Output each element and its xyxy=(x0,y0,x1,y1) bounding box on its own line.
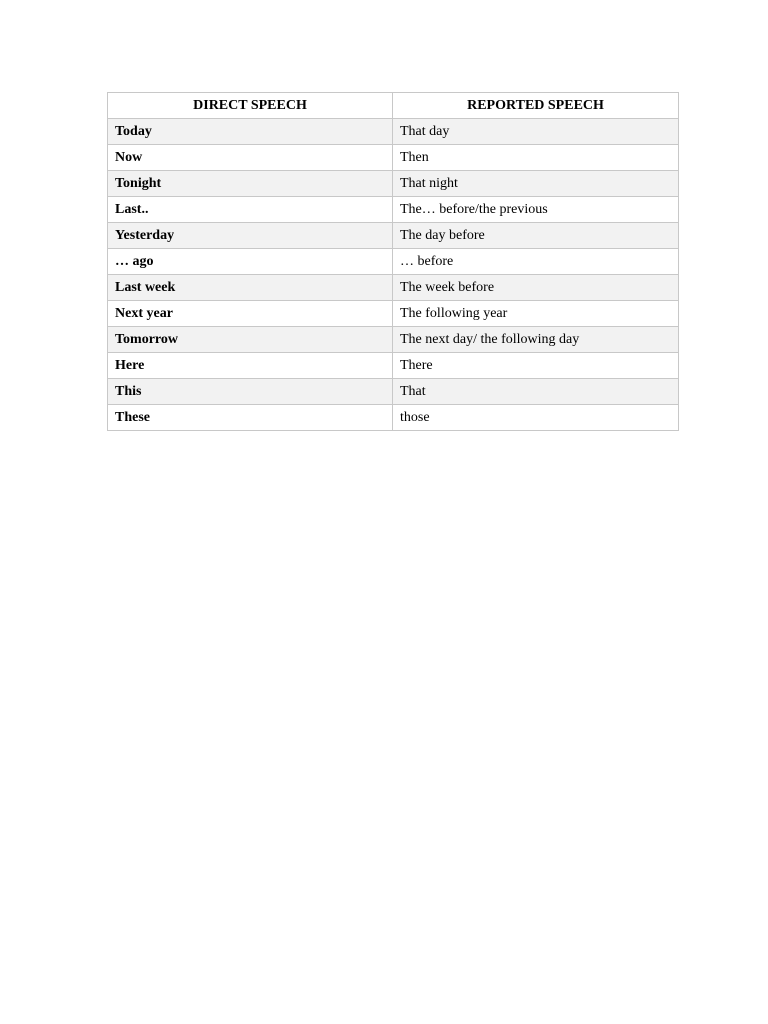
table-row xyxy=(108,145,679,171)
reported-cell: The following year xyxy=(393,301,679,327)
header-direct-speech: DIRECT SPEECH xyxy=(108,93,393,119)
reported-cell: The week before xyxy=(393,275,679,301)
direct-cell: … ago xyxy=(108,249,393,275)
reported-cell: That day xyxy=(393,119,679,145)
table-row xyxy=(108,249,679,275)
direct-cell: Yesterday xyxy=(108,223,393,249)
direct-cell: This xyxy=(108,379,393,405)
table-row xyxy=(108,197,679,223)
reported-cell: The day before xyxy=(393,223,679,249)
direct-cell: Last week xyxy=(108,275,393,301)
table-row xyxy=(108,327,679,353)
reported-cell: The next day/ the following day xyxy=(393,327,679,353)
direct-cell: Next year xyxy=(108,301,393,327)
reported-cell: … before xyxy=(393,249,679,275)
reported-cell: Then xyxy=(393,145,679,171)
reported-cell: The… before/the previous xyxy=(393,197,679,223)
reported-cell: That night xyxy=(393,171,679,197)
table-row xyxy=(108,301,679,327)
direct-cell: Now xyxy=(108,145,393,171)
direct-cell: These xyxy=(108,405,393,431)
header-reported-speech: REPORTED SPEECH xyxy=(393,93,679,119)
reported-cell: That xyxy=(393,379,679,405)
table-row xyxy=(108,353,679,379)
direct-cell: Here xyxy=(108,353,393,379)
speech-conversion-table xyxy=(107,92,679,431)
direct-cell: Tomorrow xyxy=(108,327,393,353)
direct-cell: Tonight xyxy=(108,171,393,197)
table-row xyxy=(108,405,679,431)
table-row xyxy=(108,275,679,301)
table-row xyxy=(108,223,679,249)
table-row xyxy=(108,379,679,405)
table-row xyxy=(108,171,679,197)
table-row xyxy=(108,119,679,145)
direct-cell: Today xyxy=(108,119,393,145)
reported-cell: those xyxy=(393,405,679,431)
direct-cell: Last.. xyxy=(108,197,393,223)
reported-cell: There xyxy=(393,353,679,379)
table-header-row xyxy=(108,93,679,119)
